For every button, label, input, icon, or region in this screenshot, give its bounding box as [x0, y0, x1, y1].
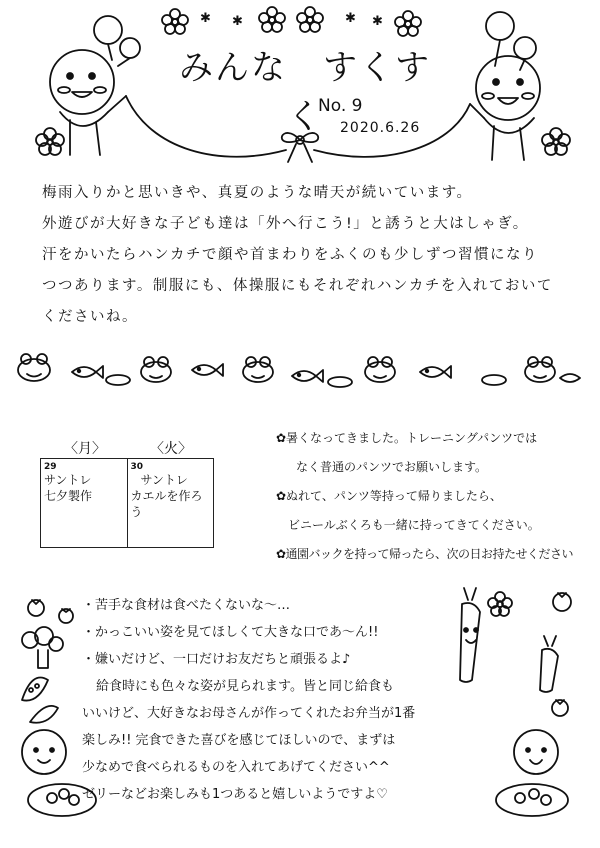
lunch-section — [82, 592, 507, 808]
intro-line: 汗をかいたらハンカチで顔や首まわりをふくのも少しずつ習慣になり — [42, 247, 538, 263]
newsletter-title: みんな すくすく — [179, 48, 431, 137]
lily-pad-icon — [328, 377, 352, 387]
intro-line: 外遊びが大好きな子ども達は「外へ行こう!」と誘うと大はしゃぎ。 — [42, 216, 529, 232]
lily-pad-icon — [106, 375, 130, 385]
flower-icon — [542, 128, 570, 155]
broccoli-icon — [22, 627, 63, 668]
note-line: なく普通のパンツでお願いします。 — [296, 460, 488, 474]
fish-icon — [72, 366, 103, 378]
flower-icon — [259, 7, 285, 32]
pea-pod-icon — [22, 678, 48, 701]
intro-line: 梅雨入りかと思いきや、真夏のような晴天が続いています。 — [42, 185, 473, 201]
tomato-icon — [28, 600, 44, 616]
frog-icon — [141, 357, 171, 382]
lunch-line: ・苦手な食材は食べたくないな～… — [82, 598, 291, 613]
lunch-line: 給食時にも色々な姿が見られます。皆と同じ給食も — [96, 679, 394, 694]
lunch-line: ゼリーなどお楽しみも1つあると嬉しいようですよ♡ — [82, 787, 388, 802]
calendar-day-header: 〈月〉 — [64, 441, 106, 457]
frog-icon — [243, 357, 273, 382]
child-icon — [22, 730, 66, 774]
balloon-icon — [94, 16, 140, 66]
lunch-line: ・嫌いだけど、一口だけお友だちと頑張るよ♪ — [82, 652, 351, 667]
calendar-date: 30 — [130, 462, 144, 472]
fish-icon — [420, 366, 451, 378]
svg-text:✱: ✱ — [372, 14, 383, 29]
calendar-event: サントレ — [44, 473, 92, 487]
calendar-event: 七夕製作 — [44, 489, 93, 503]
intro-paragraph — [42, 178, 587, 333]
note-line: ビニールぶくろも一緒に持ってきてください。 — [288, 518, 540, 532]
issue-date: 2020.6.26 — [340, 120, 421, 136]
flower-icon — [36, 128, 64, 155]
flower-icon — [395, 11, 421, 36]
lunch-line: 楽しみ!! 完食できた喜びを感じてほしいので、まずは — [82, 733, 396, 748]
lunch-line: いいけど、大好きなお母さんが作ってくれたお弁当が1番 — [82, 706, 416, 721]
calendar-event: サントレ — [140, 473, 188, 487]
fish-icon — [292, 370, 323, 382]
notes-section — [276, 424, 596, 569]
child-icon — [50, 50, 126, 155]
pea-pod-icon — [30, 706, 58, 723]
note-line: ✿暑くなってきました。トレーニングパンツでは — [276, 431, 538, 445]
lily-pad-icon — [482, 375, 506, 385]
calendar-date: 29 — [44, 462, 57, 472]
flower-icon — [162, 9, 188, 34]
issue-number: No. 9 — [318, 96, 363, 116]
balloon-icon — [486, 12, 536, 70]
lunch-line: 少なめで食べられるものを入れてあげてください^^ — [82, 760, 390, 775]
svg-text:✱: ✱ — [345, 11, 356, 26]
star-icon — [200, 11, 383, 29]
child-icon — [514, 730, 558, 774]
intro-line: くださいね。 — [42, 309, 138, 325]
calendar-cell-tuesday — [127, 459, 214, 547]
calendar-event: カエルを作ろう — [130, 489, 203, 519]
frog-icon — [525, 357, 555, 382]
carrot-icon — [540, 636, 558, 692]
tomato-icon — [59, 609, 73, 623]
fish-icon — [192, 364, 223, 376]
flower-icon — [297, 7, 323, 32]
fish-icon — [560, 374, 580, 382]
child-icon — [470, 56, 540, 160]
intro-line: つつあります。制服にも、体操服にもそれぞれハンカチを入れておいて — [42, 278, 553, 294]
calendar-day-header: 〈火〉 — [150, 441, 192, 457]
tomato-icon — [553, 593, 571, 611]
lunch-line: ・かっこいい姿を見てほしくて大きな口であ～ん!! — [82, 625, 379, 640]
frog-icon — [365, 357, 395, 382]
tomato-icon — [552, 700, 568, 716]
svg-text:✱: ✱ — [200, 11, 211, 26]
frog-icon — [18, 354, 50, 381]
schedule-calendar — [40, 458, 214, 548]
calendar-cell-monday — [41, 459, 127, 547]
note-line: ✿通園バックを持って帰ったら、次の日お持たせください — [276, 547, 574, 561]
note-line: ✿ぬれて、パンツ等持って帰りましたら、 — [276, 489, 502, 503]
svg-text:✱: ✱ — [232, 14, 243, 29]
